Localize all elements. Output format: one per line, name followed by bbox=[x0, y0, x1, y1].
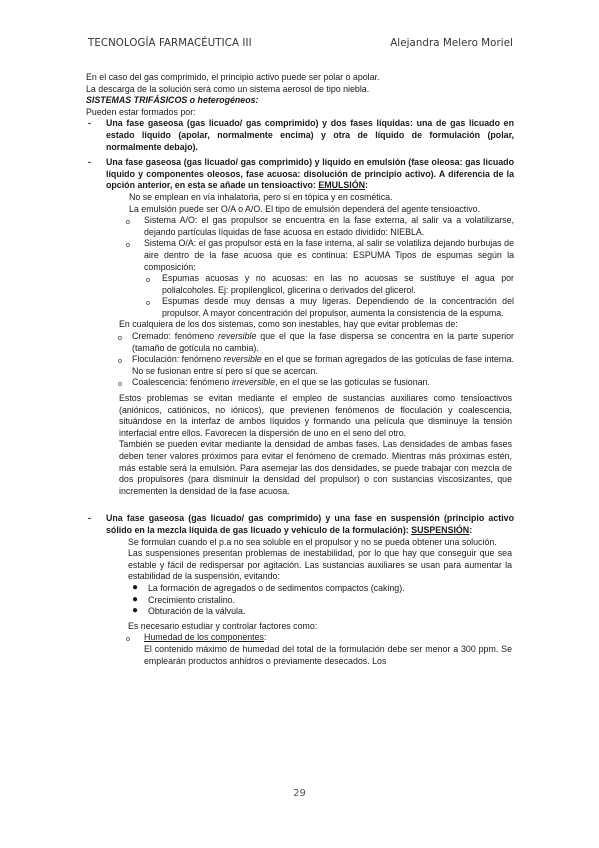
circle-bullet-icon: o bbox=[146, 300, 150, 308]
problem-emphasis: irreversible bbox=[231, 377, 276, 388]
list-item-text: Una fase gaseosa (gas licuado/ gas comprimido) y líquido en emulsión (fase oleosa: gas licuado líquido y componentes oleosos, fase acuosa: disolución de principio activo). A diferencia de la opción anterior, en esta se añade un tensioactivo: bbox=[106, 157, 514, 191]
suspension-paragraph-1: Se formulan cuando el p.a no sea soluble en el propulsor y no se pueda obtener una solución. bbox=[128, 536, 497, 547]
header-author: Alejandra Melero Moriel bbox=[390, 38, 513, 49]
problem-emphasis: reversible bbox=[218, 331, 257, 342]
problem-item-floculacion bbox=[86, 354, 514, 377]
sub-item-text: Sistema O/A: el gas propulsor está en la fase interna, al salir se volatiliza dejando burbujas de aire dentro de la fase acuosa que es continua: ESPUMA Tipos de espumas según la composición: bbox=[144, 238, 514, 272]
foam-type-aqueous bbox=[86, 273, 514, 296]
emulsion-paragraph-1: No se emplean en vía inhalatoria, pero sí en tópica y en cosmética. bbox=[129, 191, 393, 202]
emulsion-density-paragraph: También se pueden evitar mediante la densidad de ambas fases. Las densidades de ambas fases deben tener valores próximos para evitar el fenómeno de cremado. Mientras más próximas estén, más estable será la emulsión. Para asemejar las dos densidades, se puede trabajar con mezcla de dos propulsores (para disminuir la densidad del propulsor) o con sustancias viscosizantes, que incrementen la densidad de la fase acuosa. bbox=[119, 439, 512, 496]
bullet-text: La formación de agregados o de sedimentos compactos (caking). bbox=[148, 582, 405, 593]
bullet-item-caking bbox=[86, 583, 514, 595]
circle-bullet-icon: o bbox=[118, 358, 122, 366]
intro-line-1: En el caso del gas comprimido, el principio activo puede ser polar o apolar. bbox=[86, 72, 380, 82]
page-body bbox=[86, 72, 514, 667]
suspension-heading: SUSPENSIÓN bbox=[411, 524, 470, 535]
circle-bullet-icon: o bbox=[126, 636, 130, 644]
bullet-dot-icon: ● bbox=[132, 593, 139, 605]
bullet-text: Obturación de la válvula. bbox=[148, 606, 246, 617]
foam-type-density bbox=[86, 296, 514, 319]
dash-marker: - bbox=[88, 118, 91, 129]
sub-item-text: Sistema A/O: el gas propulsor se encuentra en la fase externa, al salir va a volatilizarse, dejando partículas líquidas de fase acuosa en estado dividido: NIEBLA. bbox=[144, 215, 514, 237]
problems-lead: En cualquiera de los dos sistemas, como son inestables, hay que evitar problemas de: bbox=[119, 319, 458, 330]
section-title-trifasicos: SISTEMAS TRIFÁSICOS o heterogéneos: bbox=[86, 95, 259, 106]
factor-title-colon: : bbox=[263, 632, 267, 643]
factor-humidity-text: El contenido máximo de humedad del total de la formulación debe ser menor a 300 ppm. Se emplearán productos anhidros o previamente desecados. Los bbox=[144, 643, 512, 666]
problem-prefix: Coalescencia: fenómeno bbox=[132, 377, 232, 388]
problem-item-cremado bbox=[86, 331, 514, 354]
sub-item-system-ao bbox=[86, 215, 514, 238]
problem-suffix: en el que se forman agregados de las gotículas de fase interna. No se fusionan entre sí pero sí que se acercan. bbox=[132, 354, 515, 376]
problem-emphasis: reversible bbox=[223, 354, 262, 365]
list-item-emulsion bbox=[86, 157, 514, 192]
list-item-two-liquid-phases bbox=[86, 118, 514, 153]
factor-humidity bbox=[86, 632, 514, 644]
problem-suffix: , en el que se las gotículas se fusionan. bbox=[275, 377, 430, 388]
list-item-suspension bbox=[86, 513, 514, 536]
sub-item-system-oa bbox=[86, 238, 514, 273]
list-item-text: Una fase gaseosa (gas licuado/ gas comprimido) y una fase en suspensión (principio activo sólido en la mezcla líquida de gas licuado y vehículo de la formulación): bbox=[106, 513, 514, 535]
circle-bullet-icon: o bbox=[126, 242, 130, 250]
factors-lead: Es necesario estudiar y controlar factores como: bbox=[128, 620, 318, 631]
bullet-text: Crecimiento cristalino. bbox=[148, 594, 235, 605]
header-course-title: TECNOLOGÍA FARMACÉUTICA III bbox=[88, 38, 252, 49]
bullet-item-valve-obstruction bbox=[86, 606, 514, 618]
problem-suffix: que el que la fase dispersa se concentra en la parte superior (tamaño de gotícula no cambia). bbox=[132, 331, 514, 353]
circle-bullet-icon: o bbox=[146, 277, 150, 285]
bullet-dot-icon: ● bbox=[132, 581, 139, 593]
emulsion-paragraph-2: La emulsión puede ser O/A o A/O. El tipo de emulsión dependerá del agente tensioactivo. bbox=[129, 203, 481, 214]
problem-item-coalescencia bbox=[86, 377, 514, 389]
circle-bullet-icon: o bbox=[118, 335, 122, 343]
foam-type-text: Espumas acuosas y no acuosas: en las no acuosas se sustituye el agua por polialcoholes. Ej: propilenglicol, glicerina o derivados del glicerol. bbox=[162, 273, 514, 295]
factor-title: Humedad de los componentes bbox=[144, 632, 264, 643]
problem-prefix: Cremado: fenómeno bbox=[132, 331, 219, 342]
list-item-text: Una fase gaseosa (gas licuado/ gas comprimido) y dos fases líquidas: una de gas licuado en estado líquido (apolar, normalmente encima) y otra de líquido de formulación (polar, normalmente debajo). bbox=[106, 118, 514, 152]
circle-bullet-icon: o bbox=[118, 381, 122, 389]
bullet-item-crystal-growth bbox=[86, 595, 514, 607]
section-lead: Pueden estar formados por: bbox=[86, 106, 196, 117]
foam-type-text: Espumas desde muy densas a muy ligeras. Dependiendo de la concentración del propulsor. A mayor concentración del propulsor, aumenta la consistencia de la espuma. bbox=[162, 296, 514, 318]
dash-marker: - bbox=[88, 157, 91, 168]
intro-line-2: La descarga de la solución será como un sistema aerosol de tipo niebla. bbox=[86, 83, 370, 94]
emulsion-stabilization-paragraph: Estos problemas se evitan mediante el empleo de sustancias auxiliares como tensioactivos (aniónicos, catiónicos, no iónicos), que previenen fenómenos de floculación y coalescencia, situándose en la interfaz de ambos líquidos y formando una película que disminuye la tensión interfacial entre ellos. Favorecen la dispersión de uno en el seno del otro. bbox=[119, 393, 512, 438]
suspension-paragraph-2: Las suspensiones presentan problemas de inestabilidad, por lo que hay que conseguir que sea estable y fácil de redispersar por agitación. Las sustancias auxiliares se usan para aumentar la estabilidad de la suspensión, evitando: bbox=[128, 548, 512, 582]
problem-prefix: Floculación: fenómeno bbox=[132, 354, 224, 365]
circle-bullet-icon: o bbox=[126, 219, 130, 227]
emulsion-heading-colon: : bbox=[365, 180, 368, 191]
emulsion-heading: EMULSIÓN bbox=[318, 180, 366, 191]
bullet-dot-icon: ● bbox=[132, 605, 139, 617]
suspension-heading-colon: : bbox=[469, 524, 473, 535]
dash-marker: - bbox=[88, 513, 91, 524]
page-number: 29 bbox=[293, 788, 306, 799]
